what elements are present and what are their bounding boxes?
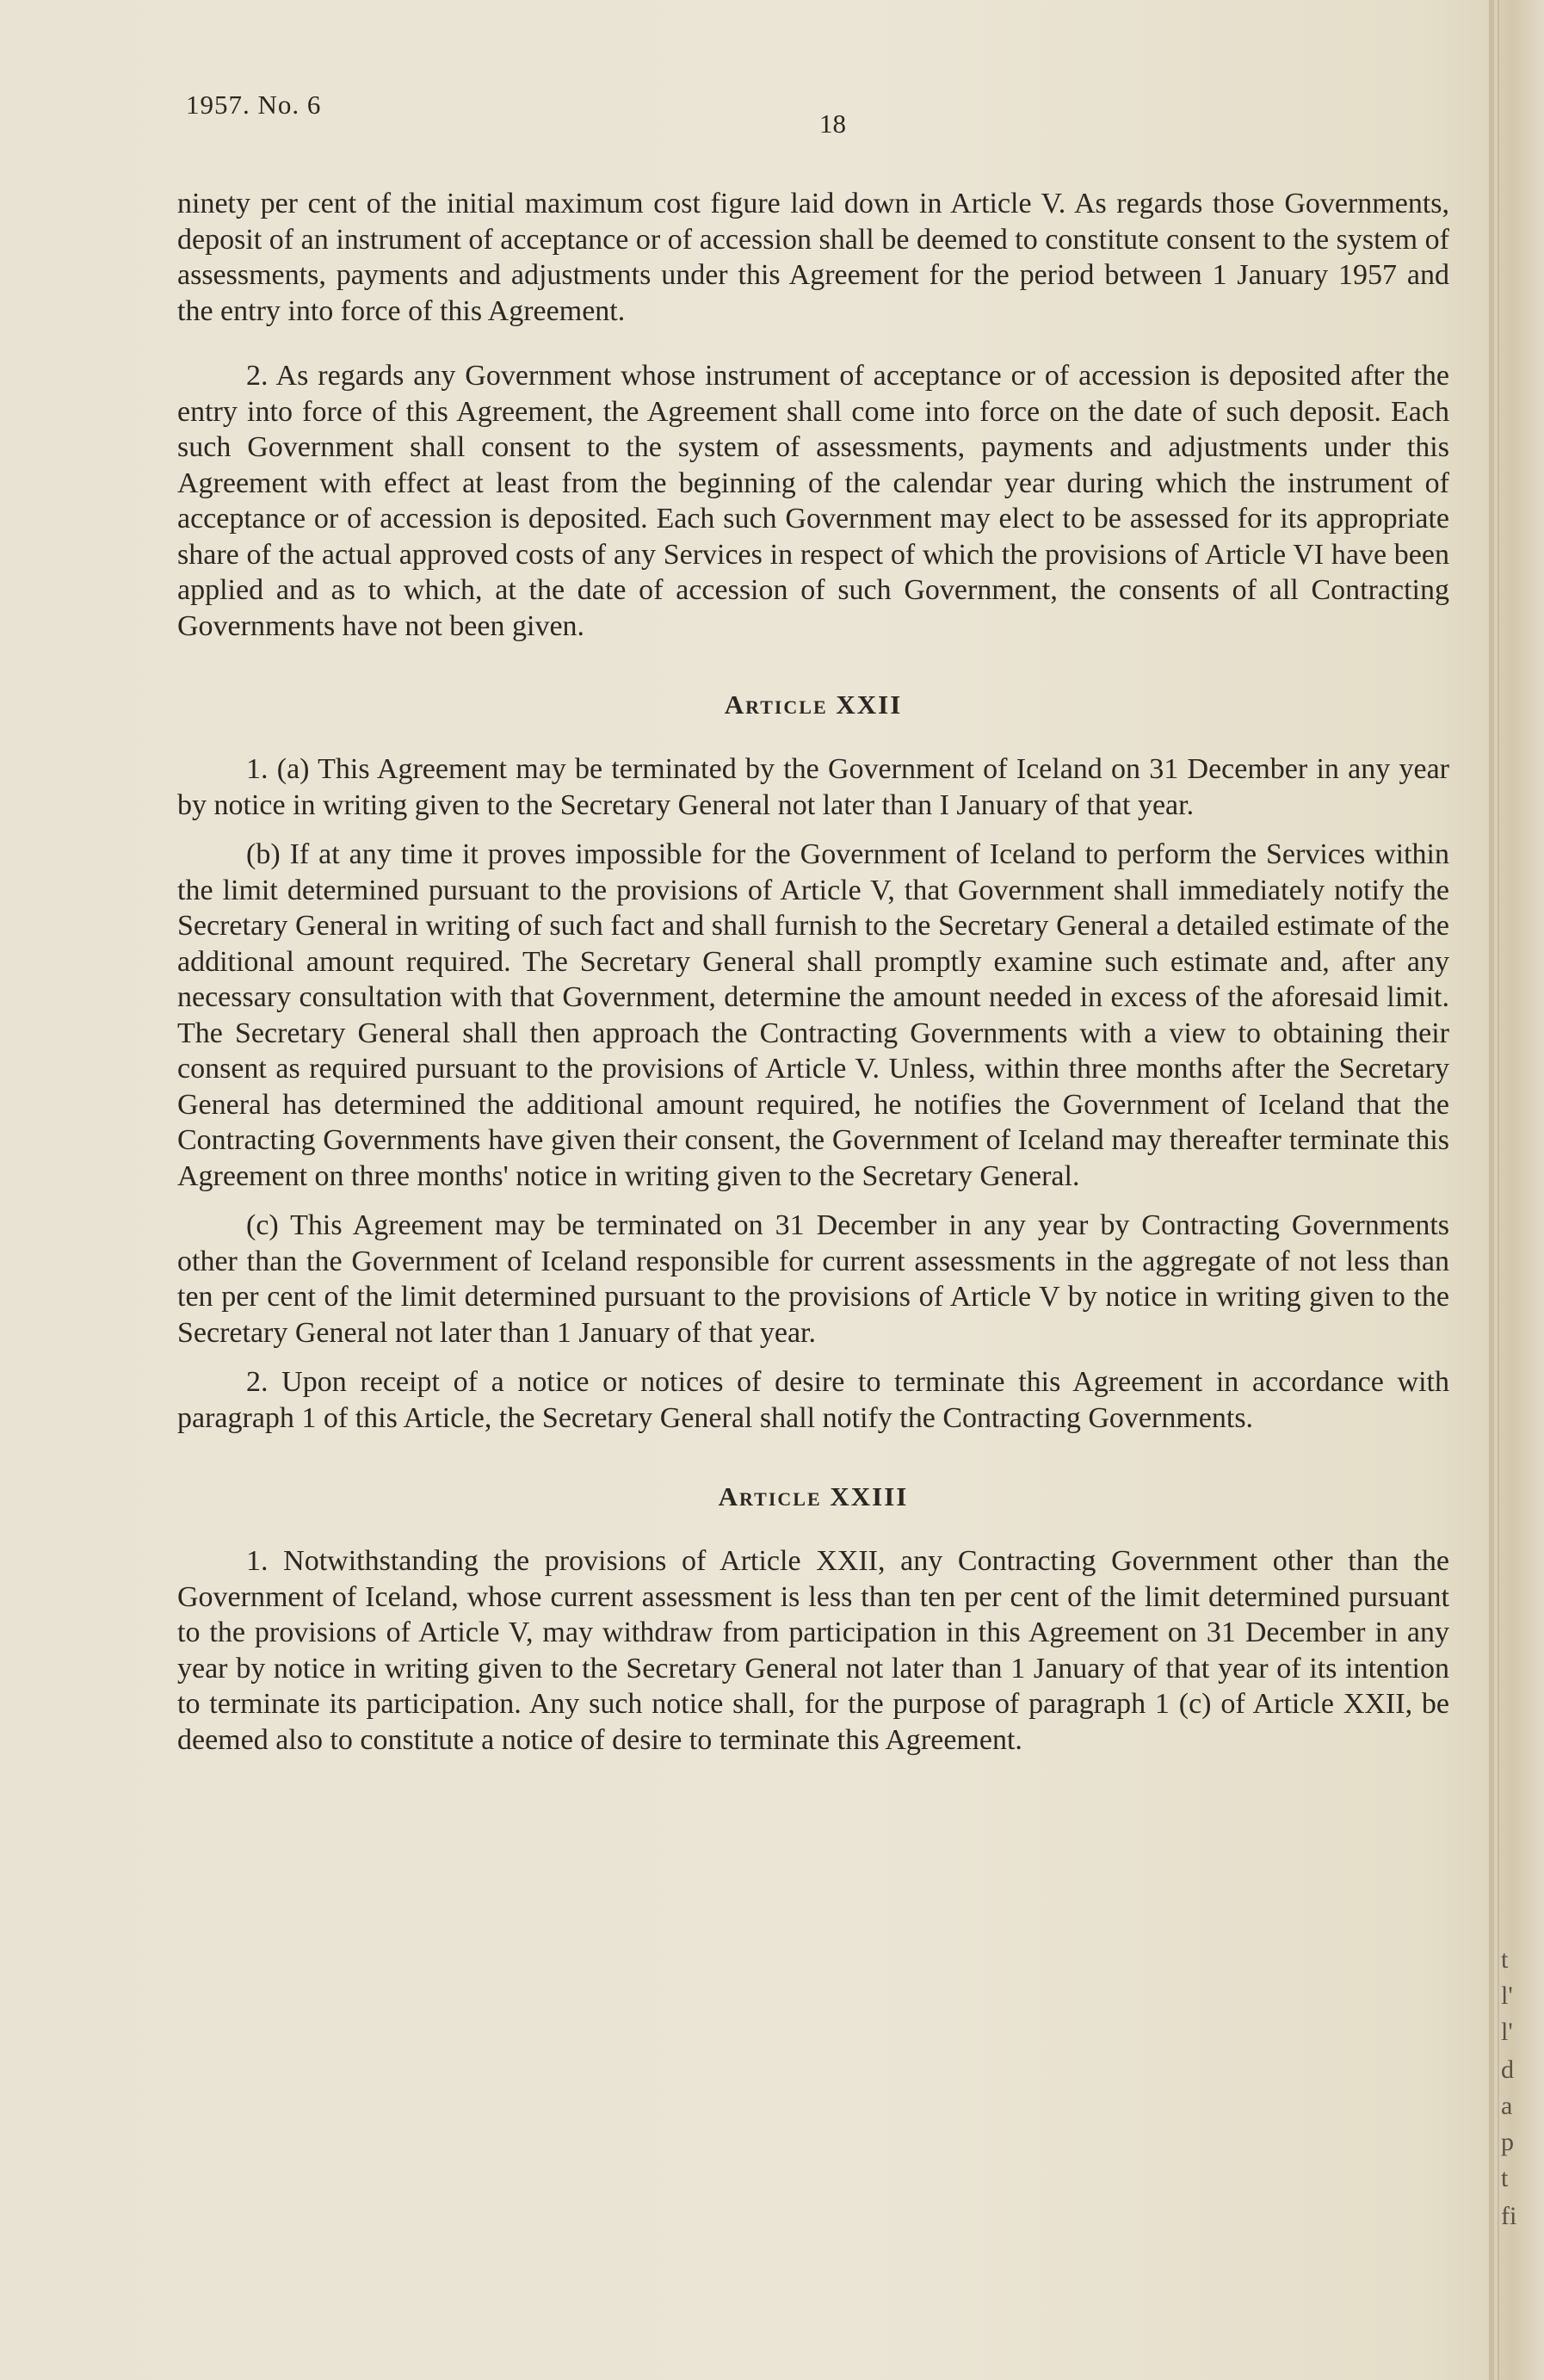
paragraph-continuation: ninety per cent of the initial maximum cost figure laid down in Article V. As regards those Governments, deposit of an instrument of acceptance or of accession shall be deemed to constitute consent to the system of assessments, payments and adjustments under this Agreement for the period between 1 January 1957 and the entry into force of this Agreement.: [177, 188, 1449, 327]
article-xxiii-paragraph-1: 1. Notwithstanding the provisions of Article XXII, any Contracting Government other than the Government of Iceland, whose current assessment is less than ten per cent of the limit determined pursuant to the provisions of Article V, may withdraw from participation in this Agreement on 31 December in any year by notice in writing given to the Secretary General not later than 1 January of that year of its intention to terminate its participation. Any such notice shall, for the purpose of paragraph 1 (c) of Article XXII, be deemed also to constitute a notice of desire to terminate this Agreement.: [177, 1545, 1449, 1756]
running-head: 1957. No. 6: [186, 90, 322, 120]
article-xxii-paragraph-1b: (b) If at any time it proves impossible for the Government of Iceland to perform the Services within the limit determined pursuant to the provisions of Article V, that Government shall immediately notify the Secretary General in writing of such fact and shall furnish to the Secretary General a detailed estimate of the additional amount required. The Secretary General shall promptly examine such estimate and, after any necessary consultation with that Government, determine the amount needed in excess of the aforesaid limit. The Secretary General shall then approach the Contracting Governments with a view to obtaining their consent as required pursuant to the provisions of Article V. Unless, within three months after the Secretary General has determined the additional amount required, he notifies the Government of Iceland that the Contracting Governments have given their consent, the Government of Iceland may thereafter terminate this Agreement on three months' notice in writing given to the Secretary General.: [177, 838, 1449, 1192]
page-number: 18: [819, 108, 846, 139]
article-xxii-paragraph-2: 2. Upon receipt of a notice or notices of desire to terminate this Agreement in accordance with paragraph 1 of this Article, the Secretary General shall notify the Contracting Governments.: [177, 1366, 1449, 1434]
facing-page-glyph: d: [1501, 2055, 1514, 2084]
facing-page-glyph: t: [1501, 1945, 1509, 1974]
facing-page-glyph: l': [1501, 1981, 1513, 2010]
page-body: [177, 186, 1449, 1758]
page-fold-line: [1498, 0, 1499, 2380]
article-xxiii-heading: Article XXIII: [718, 1481, 909, 1511]
facing-page-glyph: l': [1501, 2018, 1513, 2046]
facing-page-glyph: p: [1501, 2128, 1514, 2156]
facing-page-glyph: a: [1501, 2092, 1513, 2120]
facing-page-glyph: fi: [1501, 2202, 1517, 2230]
article-xxii-paragraph-1c: (c) This Agreement may be terminated on 31 December in any year by Contracting Governments other than the Government of Iceland responsible for current assessments in the aggregate of not less than ten per cent of the limit determined pursuant to the provisions of Article V by notice in writing given to the Secretary General not later than 1 January of that year.: [177, 1209, 1449, 1349]
facing-page-glyph: t: [1501, 2164, 1509, 2192]
paragraph-2: 2. As regards any Government whose instrument of acceptance or of accession is deposited after the entry into force of this Agreement, the Agreement shall come into force on the date of such deposit. Each such Government shall consent to the system of assessments, payments and adjustments under this Agreement with effect at least from the beginning of the calendar year during which the instrument of acceptance or of accession is deposited. Each such Government may elect to be assessed for its appropriate share of the actual approved costs of any Services in respect of which the provisions of Article VI have been applied and as to which, at the date of accession of such Government, the consents of all Contracting Governments have not been given.: [177, 360, 1449, 642]
article-xxii-heading: Article XXII: [724, 689, 903, 720]
article-xxii-paragraph-1a: 1. (a) This Agreement may be terminated by the Government of Iceland on 31 December in any year by notice in writing given to the Secretary General not later than I January of that year.: [177, 753, 1449, 821]
page-header: [186, 90, 1460, 141]
